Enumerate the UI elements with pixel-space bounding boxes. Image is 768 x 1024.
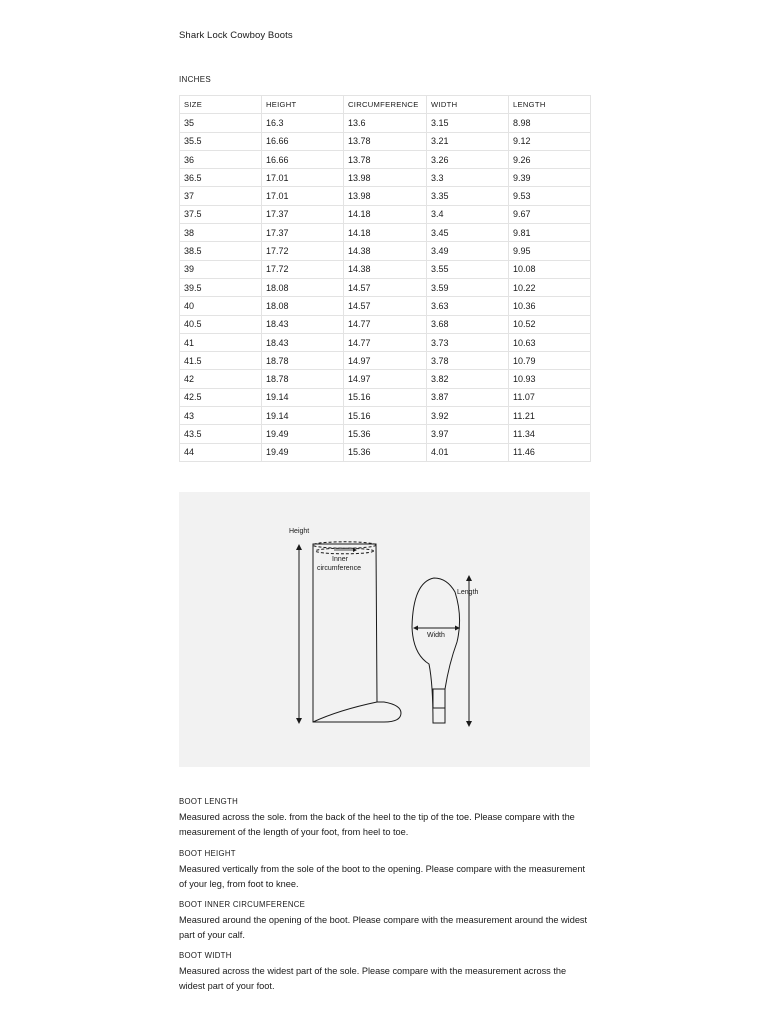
- unit-label: INCHES: [179, 75, 212, 84]
- table-row: [180, 370, 591, 388]
- circumference-cell: 15.36: [344, 425, 427, 443]
- circumference-cell: 14.97: [344, 370, 427, 388]
- table-row: [180, 297, 591, 315]
- length-label: Length: [457, 589, 479, 596]
- width-cell: 3.35: [427, 187, 509, 205]
- height-cell: 16.66: [262, 132, 344, 150]
- length-cell: 11.07: [509, 388, 591, 406]
- table-row: [180, 132, 591, 150]
- length-cell: 10.52: [509, 315, 591, 333]
- width-cell: 3.26: [427, 150, 509, 168]
- table-row: [180, 205, 591, 223]
- circumference-cell: 14.38: [344, 260, 427, 278]
- table-row: [180, 278, 591, 296]
- circumference-cell: 13.6: [344, 114, 427, 132]
- boot-inner-circumference-section: [179, 900, 590, 943]
- size-cell: 41.5: [180, 352, 262, 370]
- circumference-cell: 15.16: [344, 388, 427, 406]
- circumference-label: circumference: [317, 565, 361, 572]
- size-cell: 44: [180, 443, 262, 461]
- length-cell: 9.81: [509, 224, 591, 242]
- height-cell: 17.37: [262, 205, 344, 223]
- boot-illustration: [179, 492, 590, 767]
- circumference-cell: 14.18: [344, 224, 427, 242]
- width-cell: 3.59: [427, 278, 509, 296]
- size-cell: 40: [180, 297, 262, 315]
- circumference-cell: 13.98: [344, 169, 427, 187]
- height-cell: 18.08: [262, 297, 344, 315]
- size-cell: 39.5: [180, 278, 262, 296]
- size-table: [179, 95, 591, 462]
- table-row: [180, 443, 591, 461]
- height-arrow: [296, 544, 302, 724]
- circumference-cell: 14.57: [344, 297, 427, 315]
- height-cell: 16.66: [262, 150, 344, 168]
- circumference-cell: 15.36: [344, 443, 427, 461]
- circumference-cell: 14.38: [344, 242, 427, 260]
- width-cell: 3.45: [427, 224, 509, 242]
- width-cell: 3.3: [427, 169, 509, 187]
- inner-label: Inner: [332, 556, 348, 563]
- height-cell: 18.43: [262, 315, 344, 333]
- section-text: Measured around the opening of the boot. Please compare with the measurement around the widest part of your calf.: [179, 915, 588, 940]
- circumference-cell: 15.16: [344, 407, 427, 425]
- size-cell: 35.5: [180, 132, 262, 150]
- width-cell: 3.63: [427, 297, 509, 315]
- length-cell: 9.67: [509, 205, 591, 223]
- height-cell: 17.72: [262, 242, 344, 260]
- size-cell: 38.5: [180, 242, 262, 260]
- width-arrow: [413, 626, 460, 631]
- table-row: [180, 150, 591, 168]
- height-cell: 18.78: [262, 352, 344, 370]
- table-row: [180, 315, 591, 333]
- table-row: [180, 333, 591, 351]
- width-cell: 3.87: [427, 388, 509, 406]
- size-cell: 42: [180, 370, 262, 388]
- length-cell: 11.46: [509, 443, 591, 461]
- column-header-circumference: CIRCUMFERENCE: [344, 96, 427, 114]
- circumference-cell: 13.98: [344, 187, 427, 205]
- length-cell: 9.53: [509, 187, 591, 205]
- sole-outline: [412, 578, 460, 723]
- width-cell: 3.97: [427, 425, 509, 443]
- height-cell: 18.08: [262, 278, 344, 296]
- length-cell: 8.98: [509, 114, 591, 132]
- width-cell: 3.4: [427, 205, 509, 223]
- width-cell: 3.68: [427, 315, 509, 333]
- boot-measurement-diagram: [179, 492, 590, 767]
- size-cell: 36: [180, 150, 262, 168]
- length-cell: 9.26: [509, 150, 591, 168]
- height-label: Height: [289, 528, 310, 535]
- circumference-cell: 13.78: [344, 132, 427, 150]
- width-cell: 3.92: [427, 407, 509, 425]
- column-header-size: SIZE: [180, 96, 262, 114]
- table-header-row: [180, 96, 591, 114]
- size-cell: 36.5: [180, 169, 262, 187]
- table-row: [180, 224, 591, 242]
- height-cell: 17.01: [262, 187, 344, 205]
- width-label: Width: [427, 632, 445, 639]
- size-cell: 38: [180, 224, 262, 242]
- length-cell: 10.08: [509, 260, 591, 278]
- circumference-cell: 14.18: [344, 205, 427, 223]
- length-cell: 10.36: [509, 297, 591, 315]
- table-row: [180, 425, 591, 443]
- column-header-length: LENGTH: [509, 96, 591, 114]
- table-row: [180, 260, 591, 278]
- length-cell: 11.34: [509, 425, 591, 443]
- length-arrow: [466, 575, 472, 727]
- boot-height-section: [179, 849, 590, 892]
- length-cell: 9.95: [509, 242, 591, 260]
- circumference-cell: 14.57: [344, 278, 427, 296]
- table-row: [180, 242, 591, 260]
- height-cell: 19.49: [262, 443, 344, 461]
- section-text: Measured vertically from the sole of the boot to the opening. Please compare with the measurement of your leg, from foot to knee.: [179, 864, 585, 889]
- table-row: [180, 187, 591, 205]
- size-cell: 43: [180, 407, 262, 425]
- table-body: [180, 114, 591, 462]
- size-cell: 39: [180, 260, 262, 278]
- boot-length-section: [179, 797, 590, 840]
- width-cell: 3.78: [427, 352, 509, 370]
- length-cell: 9.12: [509, 132, 591, 150]
- length-cell: 10.22: [509, 278, 591, 296]
- length-cell: 9.39: [509, 169, 591, 187]
- circumference-cell: 14.77: [344, 333, 427, 351]
- height-cell: 16.3: [262, 114, 344, 132]
- section-heading: BOOT LENGTH: [179, 797, 239, 806]
- circumference-cell: 14.97: [344, 352, 427, 370]
- size-cell: 35: [180, 114, 262, 132]
- size-cell: 37.5: [180, 205, 262, 223]
- circumference-cell: 13.78: [344, 150, 427, 168]
- size-cell: 42.5: [180, 388, 262, 406]
- column-header-width: WIDTH: [427, 96, 509, 114]
- height-cell: 17.37: [262, 224, 344, 242]
- table-row: [180, 114, 591, 132]
- length-cell: 10.79: [509, 352, 591, 370]
- width-cell: 3.21: [427, 132, 509, 150]
- width-cell: 3.55: [427, 260, 509, 278]
- width-cell: 3.82: [427, 370, 509, 388]
- section-heading: BOOT HEIGHT: [179, 849, 236, 858]
- width-cell: 3.73: [427, 333, 509, 351]
- size-cell: 41: [180, 333, 262, 351]
- size-cell: 40.5: [180, 315, 262, 333]
- page-title: Shark Lock Cowboy Boots: [179, 30, 293, 41]
- section-heading: BOOT INNER CIRCUMFERENCE: [179, 900, 306, 909]
- width-cell: 3.15: [427, 114, 509, 132]
- height-cell: 17.01: [262, 169, 344, 187]
- height-cell: 17.72: [262, 260, 344, 278]
- height-cell: 19.14: [262, 407, 344, 425]
- height-cell: 18.78: [262, 370, 344, 388]
- circumference-cell: 14.77: [344, 315, 427, 333]
- column-header-height: HEIGHT: [262, 96, 344, 114]
- size-cell: 37: [180, 187, 262, 205]
- length-cell: 11.21: [509, 407, 591, 425]
- table-row: [180, 388, 591, 406]
- size-cell: 43.5: [180, 425, 262, 443]
- length-cell: 10.93: [509, 370, 591, 388]
- width-cell: 3.49: [427, 242, 509, 260]
- table-row: [180, 407, 591, 425]
- height-cell: 19.14: [262, 388, 344, 406]
- table-row: [180, 352, 591, 370]
- width-cell: 4.01: [427, 443, 509, 461]
- section-heading: BOOT WIDTH: [179, 951, 232, 960]
- boot-width-section: [179, 951, 590, 994]
- table-row: [180, 169, 591, 187]
- length-cell: 10.63: [509, 333, 591, 351]
- height-cell: 19.49: [262, 425, 344, 443]
- height-cell: 18.43: [262, 333, 344, 351]
- section-text: Measured across the widest part of the sole. Please compare with the measurement across the widest part of your foot.: [179, 966, 567, 991]
- section-text: Measured across the sole. from the back of the heel to the tip of the toe. Please compare with the measurement of the length of your foot, from heel to toe.: [179, 812, 575, 837]
